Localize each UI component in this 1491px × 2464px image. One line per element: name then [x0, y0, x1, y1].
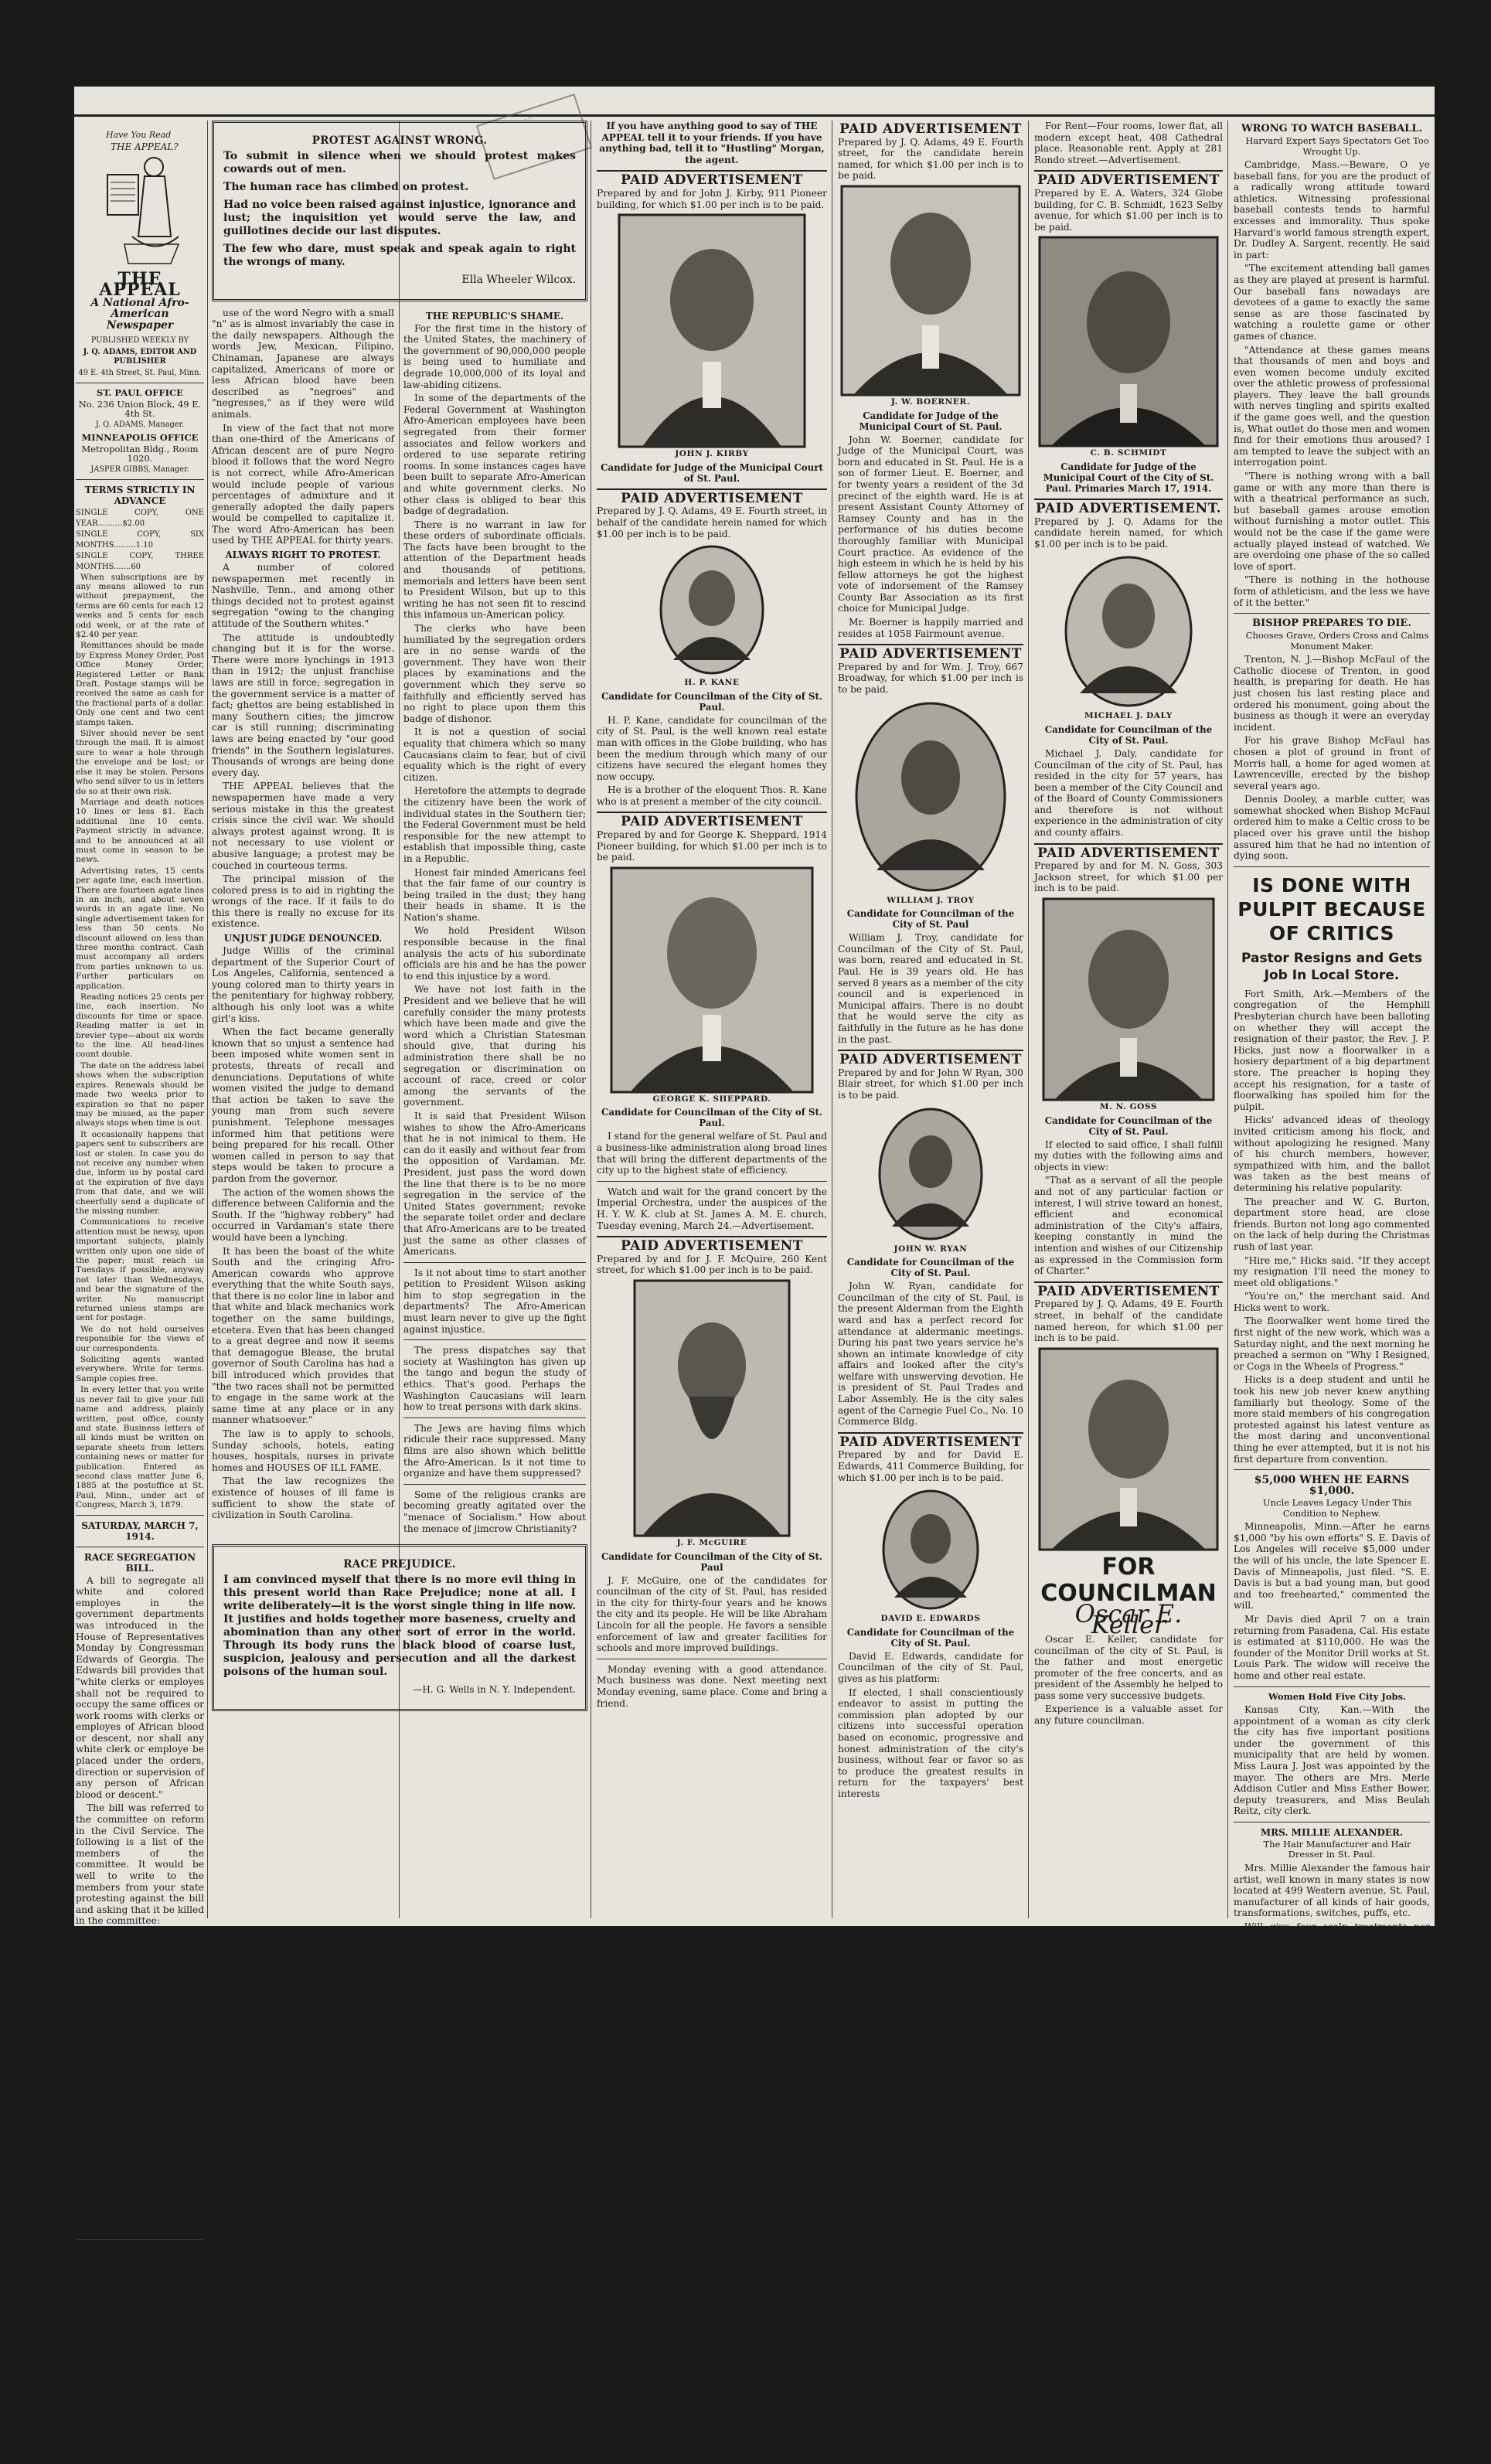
ryan-ad: Prepared by and for John W Ryan, 300 Blair street, for which $1.00 per inch is to be paid. — [838, 1067, 1023, 1101]
article-paragraph: For his grave Bishop McFaul has chosen a plot of ground in front of Morris hall, a home for aged women at Lawrenceville, erected by the bishop several years ago. — [1234, 735, 1430, 791]
edwards-text: If elected, I shall conscientiously endeavor to assist in putting the commission plan adopted by our citizens into successful operation based on economic, progressive and honest administration of the city's business, without fear or favor so as to produce the greatest results in return for the taxpayers' best interests — [838, 1686, 1023, 1799]
sheppard-caption: Candidate for Councilman of the City of St. Paul. — [601, 1107, 823, 1129]
article-paragraph: Judge Willis of the criminal department of the Superior Court of Los Angeles, California, sentenced a young colored man to thirty years in the penitentiary for highway robbery, although his only loot was a white girl's kiss. — [212, 945, 394, 1024]
concert-notice: Watch and wait for the grand concert by the Imperial Orchestra, under the auspices of the H. Y. W. K. club at St. James A. M. E. church, Tuesday evening, March 24.—Advertisement. — [597, 1186, 827, 1231]
race-prejudice-title: RACE PREJUDICE. — [343, 1558, 456, 1571]
address-line: 49 E. 4th Street, St. Paul, Minn. — [78, 368, 202, 377]
keller-ad: Prepared by J. Q. Adams, 49 E. Fourth street, in behalf of the candidate named hereon, for which $1.00 per inch is to be paid. — [1034, 1298, 1223, 1344]
sheppard-ad: Prepared by and for George K. Sheppard, 1914 Pioneer building, for which $1.00 per inch is to be paid. — [597, 829, 827, 863]
legacy-title: $5,000 WHEN HE EARNS $1,000. — [1254, 1474, 1410, 1498]
committee-member: Martin Dies of Texas. — [83, 1972, 181, 1983]
schmidt-name: C. B. SCHMIDT — [1090, 448, 1167, 458]
sheppard-text: I stand for the general welfare of St. Paul and a business-like administration along broad lines that will bring the different departments of the city up to the highest state of efficiency. — [597, 1131, 827, 1176]
article-paragraph: Mrs. Millie Alexander the famous hair artist, well known in many states is now located at 499 Western avenue, St. Paul, manufacturer of all kinds of hair goods, transformations, switches, puffs, etc. — [1234, 1862, 1430, 1919]
committee-list — [76, 1929, 204, 2178]
rate-line: SINGLE COPY, SIX MONTHS.........1.10 — [76, 529, 204, 550]
separator — [403, 1484, 586, 1485]
masthead-subtitle: A National Afro-American Newspaper — [90, 296, 189, 332]
article-paragraph: Hair dressing for weddings and parties a specialty. — [1234, 1979, 1430, 2003]
paid-ad-label: PAID ADVERTISEMENT — [1034, 170, 1223, 186]
terms-paragraph: Communications to receive attention must be newsy, upon important subjects, plainly written only upon one side of the paper; must reach us Tuesdays if possible, anyway not later than Wednesdays, and bear the signature of the writer. No manuscript returned unless stamps are sent for postage. — [76, 1217, 204, 1323]
goss-caption: Candidate for Councilman of the City of St. Paul. — [1044, 1115, 1213, 1137]
protest-line: Had no voice been raised against injustice, ignorance and lust; the inquisition yet would serve the law, and guillotines decide our last disputes. — [223, 198, 576, 237]
schmidt-caption: Candidate for Judge of the Municipal Court of the City of St. Paul. Primaries March 17, 1914. — [1043, 461, 1214, 494]
baseball-subtitle: Harvard Expert Says Spectators Get Too Wrought Up. — [1245, 135, 1429, 157]
boerner-photo-icon — [842, 186, 1020, 395]
boerner-text: Mr. Boerner is happily married and resides at 1058 Fairmount avenue. — [838, 617, 1023, 639]
article-paragraph: The action of the women shows the difference between California and the South. If the "highway robbery" had occurred in Vardaman's state there would have been a lynching. — [212, 1186, 394, 1243]
terms-paragraph: Soliciting agents wanted everywhere. Write for terms. Sample copies free. — [76, 1355, 204, 1383]
article-paragraph: Cambridge, Mass.—Beware, O ye baseball fans, for you are the product of a radically wrong attitude toward athletics. Witnessing professional baseball contests tends to harmful excesses and immorality. Thus spoke Harvard's world famous strength expert, Dr. Dudley A. Sargent, recently. He said in part: — [1234, 159, 1430, 260]
edwards-portrait — [838, 1488, 1023, 1611]
keller-text: Experience is a valuable asset for any future councilman. — [1034, 1703, 1223, 1727]
kirby-caption: Candidate for Judge of the Municipal Court of St. Paul. — [601, 461, 823, 484]
article-paragraph: For the first time in the history of the United States, the machinery of the government of 90,000,000 people is being used to humiliate and degrade 10,000,000 of its loyal and law-abiding citizens. — [403, 322, 586, 390]
terms-paragraph: In every letter that you write us never fail to give your full name and address, plainly written, post office, county and state. Business letters of all kinds must be written on separate sheets from letters containing news or matter for publication. Entered as second class matter June 6, 1885 at the postoffice at St. Paul, Minn., under act of Congress, March 3, 1879. — [76, 1385, 204, 1510]
article-paragraph: Honest fair minded Americans feel that the fair fame of our country is being trailed in the dust; they hang their heads in shame. It is the Nation's shame. — [403, 866, 586, 923]
committee-member: Charles D. Carter of Oklahoma. — [83, 1950, 204, 1972]
article-paragraph: Dennis Dooley, a marble cutter, was somewhat shocked when Bishop McFaul ordered him to make a Celtic cross to be placed over his grave until the bishop assured him that he had no intention of dying soon. — [1234, 794, 1430, 862]
newspaper-page — [74, 87, 1435, 2464]
ryan-photo-icon — [877, 1106, 985, 1242]
paid-ad-label: PAID ADVERTISEMENT — [597, 1236, 827, 1252]
article-paragraph: "Attendance at these games means that thousands of men and boys and even women become unduly excited over the athletic prowess of professional players. They leave the ball grounds with nerves tingling and spirits exalted if the game goes well, and the question is, What outlet do those men and women find for their emotions thus aroused? I am tempted to leave the subject with an interrogation point. — [1234, 344, 1430, 468]
separator — [76, 1515, 204, 1516]
keller-portrait — [1034, 1349, 1223, 1550]
daly-photo-icon — [1063, 554, 1194, 709]
article-paragraph: THE APPEAL believes that the newspapermen have made a very serious mistake in this the greatest crisis since the civil war. We should always protest against wrong. It is not necessary to use violent or abusive language; a protest may be couched in courteous terms. — [212, 781, 394, 871]
baseball-title: WRONG TO WATCH BASEBALL. — [1241, 123, 1422, 134]
paid-ad-label: PAID ADVERTISEMENT — [838, 1050, 1023, 1066]
minneapolis-address: Metropolitan Bldg., Room 1020. — [81, 443, 199, 464]
column-4 — [597, 121, 827, 1918]
article-paragraph: The principal mission of the colored press is to aid in righting the wrongs of the race. If it fails to do this there is really no excuse for its existence. — [212, 873, 394, 930]
ryan-name: JOHN W. RYAN — [894, 1244, 968, 1254]
keller-photo-icon — [1040, 1349, 1217, 1550]
paid-ad-label: PAID ADVERTISEMENT — [597, 488, 827, 505]
article-paragraph: It is not a question of social equality that chimera which so many Caucasians claim to fear, but of civil equality which is the right of every citizen. — [403, 727, 586, 783]
unjust-judge-title: UNJUST JUDGE DENOUNCED. — [223, 933, 383, 944]
committee-member: Denver S. Church of California. — [83, 2037, 204, 2059]
minneapolis-office: MINNEAPOLIS OFFICE — [81, 431, 199, 443]
goss-name: M. N. GOSS — [1099, 1102, 1158, 1112]
race-prejudice-box — [212, 1544, 587, 1711]
daly-caption: Candidate for Councilman of the City of St. Paul. — [1044, 723, 1213, 746]
committee-member: C. O. Lobeck of Nebraska. — [83, 1982, 203, 1994]
column-1 — [76, 121, 204, 2464]
kane-name: H. P. KANE — [684, 678, 740, 688]
edwards-photo-icon — [880, 1488, 981, 1611]
article-paragraph: Trenton, N. J.—Bishop McFaul of the Catholic diocese of Trenton, in good health, is preparing for death. He has just chosen his last resting place and ordered his monument, going about the business as though it were an everyday incident. — [1234, 654, 1430, 733]
troy-text: William J. Troy, candidate for Councilman of the City of St. Paul, was born, reared and educated in St. Paul. He is 39 years old. He has served 8 years as a member of the city council and is experienced in Municipal affairs. There is no doubt that he would serve the city as faithfully in the future as he has done in the past. — [838, 932, 1023, 1045]
segregation-paragraph: It would also be well to make a general protest against the enactment of jim crow legislation of any kind by Congress. — [76, 2177, 204, 2234]
mcguire-text: J. F. McGuire, one of the candidates for councilman of the city of St. Paul, has resided in the city for thirty-four years and he knows the city and its people. He will be like Abraham Lincoln for all the people. He favors a sensible enforcement of law and greater facilities for schools and more improved buildings. — [597, 1574, 827, 1654]
committee-member: James W. Bryan of Washington. — [83, 2156, 204, 2178]
schmidt-portrait — [1034, 237, 1223, 446]
article-paragraph: "There is nothing in the hothouse form of athleticism, and the less we have of it the better." — [1234, 574, 1430, 608]
article-paragraph: "Hire me," Hicks said. "If they accept my resignation I'll need the money to meet old obligations." — [1234, 1254, 1430, 1288]
edwards-name: DAVID E. EDWARDS — [880, 1614, 981, 1624]
separator — [1234, 1469, 1430, 1470]
svg-text:THE APPEAL?: THE APPEAL? — [111, 141, 179, 152]
committee-member: Hannibal L. Godwin of North Carolina. — [83, 1928, 204, 1951]
committee-member: Stephen A. Hoxworth of Illinois. — [83, 2015, 204, 2037]
sheppard-name: GEORGE K. SHEPPARD. — [652, 1094, 771, 1104]
for-councilman-heading: FOR COUNCILMAN — [1040, 1553, 1217, 1607]
article-paragraph: "The excitement attending ball games as they are played at present is harmful. Our baseball fans nowadays are devotees of a game to exactly the same sense as are those fascinated by watching a roulette game or other games of chance. — [1234, 263, 1430, 342]
kane-photo-icon — [658, 544, 766, 676]
columns-2-3 — [212, 121, 587, 1918]
committee-member: Lewis L. Morgan of Louisiana. — [83, 1993, 204, 2016]
committee-member: George C. Scott of Iowa. — [83, 2080, 195, 2091]
dateline: SATURDAY, MARCH 7, 1914. — [81, 1520, 199, 1542]
article-paragraph: use of the word Negro with a small "n" as is almost invariably the case in the daily newspapers. Although the words Jew, Mexican, Filipino, Chinaman, Japanese are always capitalized, Americans of more or less African blood have been described as "negroes" and "negresses," as if they were wild animals. — [212, 307, 394, 420]
article-paragraph: Will give four scalp treatments per month for $1.00 and one jar of her wonderful Hair Grower free. Office hours from 8:00 a. m. to 8:00 p. m. Phone Dale 4598. — [1234, 1921, 1430, 1978]
column-divider — [1227, 121, 1228, 1918]
goss-photo-icon — [1043, 899, 1214, 1100]
troy-photo-icon — [853, 700, 1008, 893]
column-6 — [1034, 121, 1223, 1918]
column-divider — [1028, 121, 1029, 1918]
kirby-ad: Prepared by and for John J. Kirby, 911 Pioneer building, for which $1.00 per inch is to be paid. — [597, 187, 827, 210]
protest-line: The human race has climbed on protest. — [223, 180, 469, 193]
column-divider — [207, 121, 208, 1918]
archive-stamp: ⋯ — [476, 94, 592, 180]
mcguire-portrait — [597, 1281, 827, 1536]
race-prejudice-author: —H. G. Wells in N. Y. Independent. — [413, 1683, 576, 1695]
keller-signature: Oscar E. Keller — [1074, 1598, 1183, 1640]
mcguire-photo-icon — [635, 1281, 789, 1536]
article-paragraph: The floorwalker went home tired the first night of the new work, which was a Saturday night, and the next morning he preached a sermon on "Why I Resigned, or Cogs in the Wheels of Progress." — [1234, 1315, 1430, 1372]
goss-portrait — [1034, 899, 1223, 1100]
column-2 — [212, 308, 394, 1537]
separator — [403, 1262, 586, 1263]
kirby-portrait — [597, 215, 827, 447]
kirby-name: JOHN J. KIRBY — [675, 449, 749, 459]
article-paragraph: When the fact became generally known that so unjust a sentence had been imposed white women sent in protests, threats of recall and denunciations. Deputations of white women visited the judge to demand that action be taken to save the young man from such severe punishment. Telephone messages informed him that petitions were being prepared for his recall. Other women called in person to say that steps would be taken to procure a pardon from the governor. — [212, 1026, 394, 1184]
rent-notice: For Rent—Four rooms, lower flat, all modern except heat, 408 Cathedral place. Reasonable rent. Apply at 281 Rondo street.—Advertisement. — [1034, 121, 1223, 165]
article-paragraph: Kansas City, Kan.—With the appointment of a woman as city clerk the city has five important positions under the government of this municipality that are held by women. Miss Laura J. Jost was appointed by the mayor. The others are Mrs. Merle Addison Cutler and Miss Esther Bower, deputy treasurers, and Miss Beulah Reitz, city clerk. — [1234, 1704, 1430, 1817]
article-paragraph: Hicks' advanced ideas of theology invited criticism among his flock, and without apologizing he resigned. Many of his church members, however, sympathized with him, and the ballot was taken as the best means of determining his relative popularity. — [1234, 1115, 1430, 1193]
columns-2-3-body — [212, 308, 587, 1537]
protest-line: To submit in silence when we should protest makes cowards out of men. — [223, 149, 576, 175]
article-paragraph: We have not lost faith in the President and we believe that he will carefully consider the many protests which have been made and give the word which a Christian Statesman should give, that during his administration there shall be no segregation or discrimination on account of race, creed or color among the servants of the government. — [403, 984, 586, 1108]
committee-member: Silas R. Barton of Nebraska. — [83, 2134, 204, 2156]
separator — [597, 1181, 827, 1182]
committee-member: Martin B. Madden of Illinois. — [83, 2091, 204, 2113]
article-paragraph: Hicks is a deep student and until he took his new job never knew anything familiarly but theology. Some of the more staid members of his congregation protested against his latest venture as the most daring and unconventional thing he ever attempted, but it is not his first departure from convention. — [1234, 1374, 1430, 1465]
masthead-title: THE APPEAL — [99, 268, 181, 301]
editor-line: J. Q. ADAMS, EDITOR AND PUBLISHER — [83, 347, 197, 366]
paid-ad-label: PAID ADVERTISEMENT — [1034, 843, 1223, 859]
article-paragraph: In some of the departments of the Federal Government at Washington Afro-American employees have been segregated from their former associates and fellow workers and ordered to use separate retiring rooms. In some instances cages have been built to separate Afro-American and white government clerks. No other class is obliged to bear this badge of degradation. — [403, 393, 586, 517]
protest-author: Ella Wheeler Wilcox. — [461, 273, 576, 286]
goss-text: If elected to said office, I shall fulfill my duties with the following aims and objects in view: — [1034, 1138, 1223, 1172]
paid-ad-label: PAID ADVERTISEMENT. — [1034, 499, 1223, 515]
kirby-photo-icon — [619, 215, 805, 447]
terms-paragraph: We do not hold ourselves responsible for the views of our correspondents. — [76, 1324, 204, 1353]
goss-text: "That as a servant of all the people and not of any particular faction or interest, I will strive toward an honest, efficient and economical administration of the City's affairs, keeping constantly in mind the intention and wishes of our Citizenship as expressed in the Commission form of Charter." — [1034, 1175, 1223, 1277]
kane-ad: Prepared by J. Q. Adams, 49 E. Fourth street, in behalf of the candidate herein named for which $1.00 per inch is to be paid. — [597, 505, 827, 539]
terms-paragraph: Silver should never be sent through the mail. It is almost sure to wear a hole through the envelope and be lost; or else it may be stolen. Persons who send silver to us in letters do so at their own risk. — [76, 729, 204, 796]
article-paragraph: A number of colored newspapermen met recently in Nashville, Tenn., and among other things decided not to protest against segregation "owing to the changing attitude of the Southern whites." — [212, 562, 394, 630]
ryan-caption: Candidate for Councilman of the City of St. Paul. — [846, 1257, 1015, 1279]
kane-caption: Candidate for Councilman of the City of St. Paul. — [601, 690, 823, 713]
separator — [76, 479, 204, 480]
daly-ad: Prepared by J. Q. Adams for the candidate herein named, for which $1.00 per inch is to be paid. — [1034, 516, 1223, 550]
terms-paragraph: Reading notices 25 cents per line, each insertion. No discounts for time or space. Reading matter is set in brevier type—about six words to the line. All head-lines count double. — [76, 992, 204, 1060]
troy-name: WILLIAM J. TROY — [887, 895, 975, 905]
paid-ad-label: PAID ADVERTISEMENT — [838, 1432, 1023, 1448]
terms-block — [76, 508, 204, 1510]
paid-ad-label: PAID ADVERTISEMENT — [597, 812, 827, 828]
terms-paragraph: Advertising rates, 15 cents per agate line, each insertion. There are fourteen agate lines in an inch, and about seven words in an agate line. No single advertisement taken for less than 50 cents. No discount allowed on less than three months contract. Cash must accompany all orders from parties unknown to us. Further particulars on application. — [76, 866, 204, 991]
protest-box — [212, 121, 587, 301]
article-paragraph: Is it not about time to start another petition to President Wilson asking him to stop segregation in the departments? The Afro-American must learn never to give up the fight against injustice. — [403, 1267, 586, 1335]
republic-shame-title: THE REPUBLIC'S SHAME. — [425, 310, 564, 322]
paid-ad-label: PAID ADVERTISEMENT — [838, 644, 1023, 660]
separator — [403, 1417, 586, 1418]
column-7 — [1234, 121, 1430, 2003]
kane-text: He is a brother of the eloquent Thos. R. Kane who is at present a member of the city council. — [597, 784, 827, 807]
masthead-logo — [76, 121, 204, 271]
kane-portrait — [597, 544, 827, 676]
afro-right-paragraph: Who has not been disgusted by the — [76, 2441, 204, 2464]
mcguire-name: J. F. McGUIRE — [676, 1537, 747, 1547]
article-paragraph: Minneapolis, Minn.—After he earns $1,000 "by his own efforts" S. E. Davis of Los Angeles will receive $5,000 under the will of his uncle, the late Spencer E. Davis of Minneapolis, just filed. "S. E. Davis is but a bad young man, but good and too freehearted," commented the will. — [1234, 1521, 1430, 1611]
article-paragraph: The preacher and W. G. Burton, department store head, are close friends. Burton not long ago commented on the lack of help during the Christmas rush of last year. — [1234, 1196, 1430, 1252]
terms-paragraph: The date on the address label shows when the subscription expires. Renewals should be made two weeks prior to expiration so that no paper may be missed, as the paper always stops when time is out. — [76, 1060, 204, 1128]
article-paragraph: The law is to apply to schools, Sunday schools, hotels, eating houses, hospitals, nurses in private homes and HOUSES OF ILL FAME. — [212, 1428, 394, 1473]
edwards-caption: Candidate for Councilman of the City of St. Paul. — [846, 1626, 1015, 1649]
afro-right-paragraph: We are especially pleased that the Defender has adopted the word Afro-American as a racial designation. It is a shame that it is necessary in this alleged land of the free to differentiate between Americans, but it is true. — [76, 2337, 204, 2439]
article-paragraph: That the law recognizes the existence of houses of ill fame is sufficient to show the state of civilization in South Carolina. — [212, 1475, 394, 1521]
afro-right-paragraph: We congratulate our up-to-date contemporary the Chicago Defender on its new "make up." It is chock full of news and presents a fine appearance. — [76, 2267, 204, 2335]
troy-ad: Prepared by and for Wm. J. Troy, 667 Broadway, for which $1.00 per inch is to be paid. — [838, 661, 1023, 696]
svg-text:Have You Read: Have You Read — [106, 130, 172, 140]
race-prejudice-text: I am convinced myself that there is no more evil thing in this present world than Race Prejudice; none at all. I write deliberately—it is the worst single thing in life now. It justifies and holds together more baseness, cruelty and abomination than any other sort of error in the world. Through its body runs the black blood of coarse lust, suspicion, jealousy and persecution and all the darkest poisons of the human soul. — [223, 1573, 576, 1678]
segregation-paragraph: A bill to segregate all white and colored employes in the government departments was introduced in the House of Representatives Monday by Congressman Edwards of Georgia. The Edwards bill provides that "white clerks or employes shall not be required to occupy the same offices or work rooms with clerks or employes of African blood or descent, nor shall any white clerk or employe be placed under the orders, direction or supervision of any person of African blood or descent." — [76, 1574, 204, 1800]
kane-text: H. P. Kane, candidate for councilman of the city of St. Paul, is the well known real estate man with offices in the Globe building, who has been the medium through which many of our citizens have secured the elegant homes they now occupy. — [597, 714, 827, 782]
separator — [1234, 866, 1430, 867]
article-paragraph: The Jews are having films which ridicule their race suppressed. Many films are also shown which belittle the Afro-American. Is it not time to organize and have them suppressed? — [403, 1422, 586, 1479]
boerner-ad: Prepared by J. Q. Adams, 49 E. Fourth street, for the candidate herein named, for which $1.00 per inch is to be paid. — [838, 136, 1023, 182]
separator — [1234, 1686, 1430, 1687]
article-paragraph: Fort Smith, Ark.—Members of the congregation of the Hemphill Presbyterian church have been balloting on whether they will accept the resignation of their pastor, the Rev. J. P. Hicks, just now a floorwalker in a hosiery department of a big department store. The preacher is hoping they accept his resignation, for a taste of floorwalking has spoiled him for the pulpit. — [1234, 988, 1430, 1112]
boerner-text: John W. Boerner, candidate for Judge of the Municipal Court, was born and educated in St. Paul. He is a son of former Lieut. E. Boerner, and for twenty years a resident of the 3d precinct of the eighth ward. He is at present Assistant County Attorney of Ramsey County and has in the performance of his duties become thoroughly familiar with Municipal Court practice. As evidence of the high esteem in which he is held by his fellow attorneys he got the highest vote of indorsement of the Ramsey County Bar Association as its first choice for Municipal Judge. — [838, 434, 1023, 614]
terms-paragraph: It occasionally happens that papers sent to subscribers are lost or stolen. In case you do not receive any number when due, inform us by postal card at the expiration of five days from that date, and we will cheerfully send a duplicate of the missing number. — [76, 1129, 204, 1216]
millie-title: MRS. MILLIE ALEXANDER. — [1260, 1826, 1404, 1838]
sheppard-portrait — [597, 868, 827, 1092]
paid-ad-label: PAID ADVERTISEMENT — [1034, 1281, 1223, 1298]
article-paragraph: The press dispatches say that society at Washington has given up the tango and begun the study of ethics. That's good. Perhaps the Washington Caucasians will learn how to treat persons with dark skins. — [403, 1345, 586, 1413]
terms-paragraph: Remittances should be made by Express Money Order, Post Office Money Order, Registered Letter or Bank Draft. Postage stamps will be received the same as cash for the fractional parts of a dollar. Only one cent and two cent stamps taken. — [76, 641, 204, 727]
appeal-note: If you have anything good to say of THE APPEAL tell it to your friends. If you have anything bad, tell it to "Hustling" Morgan, the agent. — [599, 121, 825, 165]
pulpit-headline: IS DONE WITH PULPIT BECAUSE OF CRITICS — [1237, 873, 1426, 944]
goss-ad: Prepared by and for M. N. Goss, 303 Jackson street, for which $1.00 per inch is to be paid. — [1034, 860, 1223, 894]
women-title: Women Hold Five City Jobs. — [1268, 1690, 1407, 1702]
committee-member: James Manahan of Minnesota. — [83, 2112, 204, 2135]
terms-title: TERMS STRICTLY IN ADVANCE — [84, 484, 196, 506]
stpaul-office: ST. PAUL OFFICE — [97, 386, 183, 398]
pulpit-subheadline: Pastor Resigns and Gets Job In Local Store. — [1241, 950, 1422, 983]
segregation-title: RACE SEGREGATION BILL. — [83, 1551, 196, 1574]
daly-text: Michael J. Daly, candidate for Councilman of the city of St. Paul, has resided in the city for 57 years, has been a member of the City Council and of the Board of County Commissioners and therefore is not without experience in the administration of city and county affairs. — [1034, 747, 1223, 839]
ryan-text: John W. Ryan, candidate for Councilman of the city of St. Paul, is the present Alderman from the Eighth ward and has a perfect record for attendance at aldermanic meetings. During his past two years service he's shown an intimate knowledge of city affairs and looked after the city's welfare with unswerving devotion. He is president of St. Paul Trades and Labor Assembly. He is the city sales agent of the Carnegie Fuel Co., No. 10 Commerce Bldg. — [838, 1281, 1023, 1428]
daly-portrait — [1034, 554, 1223, 709]
terms-paragraph: Marriage and death notices 10 lines or less $1. Each additional line 10 cents. Payment strictly in advance, and to be announced at all must come in season to be news. — [76, 797, 204, 865]
edwards-ad: Prepared by and for David E. Edwards, 411 Commerce Building, for which $1.00 per inch is to be paid. — [838, 1449, 1023, 1483]
article-paragraph: "You're on," the merchant said. And Hicks went to work. — [1234, 1291, 1430, 1313]
protest-right-title: ALWAYS RIGHT TO PROTEST. — [225, 550, 381, 561]
keller-text: Oscar E. Keller, candidate for councilman of the city of St. Paul, is the father and most energetic promoter of the free concerts, and as president of the Assembly he helped to pass some very successive budgets. — [1034, 1633, 1223, 1701]
stpaul-address: No. 236 Union Block, 49 E. 4th St. — [78, 398, 202, 419]
article-paragraph: We hold President Wilson responsible because in the final analysis the acts of his subordinate officials are his and he has the power to end this injustice by a word. — [403, 925, 586, 982]
article-paragraph: "There is nothing wrong with a ball game or with any more than there is with a theatrical performance as such, but baseball games arouse emotion without furnishing a motor outlet. This would not be the case if the game were actually played instead of watched. We are overdoing one phase of the so called love of sport. — [1234, 471, 1430, 572]
troy-caption: Candidate for Councilman of the City of St. Paul — [846, 908, 1015, 931]
schmidt-photo-icon — [1040, 237, 1217, 446]
millie-subtitle: The Hair Manufacturer and Hair Dresser in St. Paul. — [1263, 1838, 1411, 1860]
separator — [1234, 613, 1430, 614]
boerner-portrait — [838, 186, 1023, 395]
reader-illustration-icon — [94, 121, 186, 267]
stpaul-manager: J. Q. ADAMS, Manager. — [95, 420, 185, 429]
published-line: PUBLISHED WEEKLY BY — [90, 335, 189, 345]
minneapolis-manager: JASPER GIBBS, Manager. — [90, 465, 189, 474]
column-3 — [403, 308, 586, 1537]
article-paragraph: It has been the boast of the white South and the cringing Afro-American cowards who approve everything that the white South says, that there is no color line in labor and that white and black mechanics work together on the same buildings, etcetera. Even that has been changed to a great degree and now it seems that demagogue Blease, the brutal governor of South Carolina has had a bill introduced which provides that "the two races shall not be permitted to engage in the same work at the same time at any place or in any manner whatsoever." — [212, 1245, 394, 1426]
article-paragraph: The clerks who have been humiliated by the segregation orders are in no sense wards of the government. They have won their places by examinations and the government which they serve so faithfully and efficiently served has no right to place upon them this badge of dishonor. — [403, 623, 586, 724]
article-paragraph: Mr Davis died April 7 on a train returning from Pasadena, Cal. His estate is estimated at $110,000. He was the founder of the Monitor Drill works at St. Louis Park. The widow will receive the home and other real estate. — [1234, 1613, 1430, 1681]
article-paragraph: The attitude is undoubtedly changing but it is for the worse. There were more lynchings in 1913 than in 1912; the unjust franchise laws are still in force; segregation in the government service is a matter of fact; ghettos are being established in many Southern cities; the jimcrow car is still running; discriminating laws are being enacted by "our good friends" in the Southern legislatures. Thousands of wrongs are being done every day. — [212, 631, 394, 778]
paid-ad-label: PAID ADVERTISEMENT — [839, 121, 1022, 137]
schmidt-ad: Prepared by E. A. Waters, 324 Globe building, for C. B. Schmidt, 1623 Selby avenue, for which $1.00 per inch is to be paid. — [1034, 187, 1223, 233]
sheppard-photo-icon — [611, 868, 812, 1092]
ryan-portrait — [838, 1106, 1023, 1242]
article-paragraph: There is no warrant in law for these orders of subordinate officials. The facts have been brought to the attention of the Department heads and thousands of petitions, memorials and letters have been sent to President Wilson, but up to this writing he has not seen fit to rescind this infamous un-American policy. — [403, 519, 586, 621]
protest-title: PROTEST AGAINST WRONG. — [311, 134, 488, 147]
boerner-name: J. W. BOERNER. — [890, 396, 971, 407]
terms-paragraph: When subscriptions are by any means allowed to run without prepayment, the terms are 60 cents for each 12 weeks and 5 cents for each odd week, or at the rate of $2.40 per year. — [76, 572, 204, 639]
afro-right-title: AFRO-AMERICAN RIGHT WORD. — [93, 2244, 187, 2266]
segregation-paragraph: The bill was referred to the committee on reform in the Civil Service. The following is a list of the members of the committee. It would be well to write to the members from your state protesting against the bill and asking that it be killed in the committee: — [76, 1802, 204, 1927]
article-paragraph: Some of the religious cranks are becoming greatly agitated over the "menace of Socialism." How about the menace of jimcrow Christianity? — [403, 1489, 586, 1534]
rate-line: SINGLE COPY, THREE MONTHS.......60 — [76, 551, 204, 571]
mcguire-caption: Candidate for Councilman of the City of St. Paul — [601, 1550, 823, 1573]
legacy-subtitle: Uncle Leaves Legacy Under This Condition to Nephew. — [1262, 1497, 1412, 1519]
mcguire-ad: Prepared by and for J. F. McQuire, 260 Kent street, for which $1.00 per inch is to be paid. — [597, 1253, 827, 1276]
article-paragraph: Heretofore the attempts to degrade the citizenry have been the work of individual states in the Southern tier; the Federal Government must be held responsible for the new attempt to establish that impossible thing, caste in a Republic. — [403, 785, 586, 864]
boerner-caption: Candidate for Judge of the Municipal Court of St. Paul. — [859, 410, 1003, 432]
rate-line: SINGLE COPY, ONE YEAR..........$2.00 — [76, 508, 204, 528]
separator — [403, 1339, 586, 1340]
bishop-subtitle: Chooses Grave, Orders Cross and Calms Monument Maker. — [1245, 630, 1429, 652]
article-paragraph: It is said that President Wilson wishes to show the Afro-Americans that he is not inimical to them. He can do it easily and without fear from the opposition of Vardaman. Mr. President, just pass the word down the line that there is to be no more segregation in the service of the United States government; revoke the separate toilet order and declare that Afro-Americans are to be treated just the same as other classes of Americans. — [403, 1110, 586, 1258]
daly-name: MICHAEL J. DALY — [1084, 711, 1173, 721]
committee-member: Lathrop Brown of New York. — [83, 2058, 204, 2081]
column-5 — [838, 121, 1023, 1918]
protest-line: The few who dare, must speak and speak again to right the wrongs of many. — [223, 242, 576, 268]
top-rule — [74, 114, 1435, 117]
edwards-text: David E. Edwards, candidate for Councilman of the city of St. Paul, gives as his platform: — [838, 1650, 1023, 1684]
troy-portrait — [838, 700, 1023, 893]
article-paragraph: In view of the fact that not more than one-third of the Americans of African descent are of pure Negro blood it follows that the word Negro is not correct, while Afro-American would include people of various percentages of admixture and it generally adopted the daily papers would be compelled to capitalize it. The word Afro-American has been used by THE APPEAL for thirty years. — [212, 422, 394, 546]
separator — [76, 2239, 204, 2240]
bishop-title: BISHOP PREPARES TO DIE. — [1252, 618, 1411, 630]
meeting-notice: Monday evening with a good attendance. Much business was done. Next meeting next Monday evening, same place. Come and bring a friend. — [597, 1663, 827, 1709]
paid-ad-label: PAID ADVERTISEMENT — [597, 170, 827, 186]
